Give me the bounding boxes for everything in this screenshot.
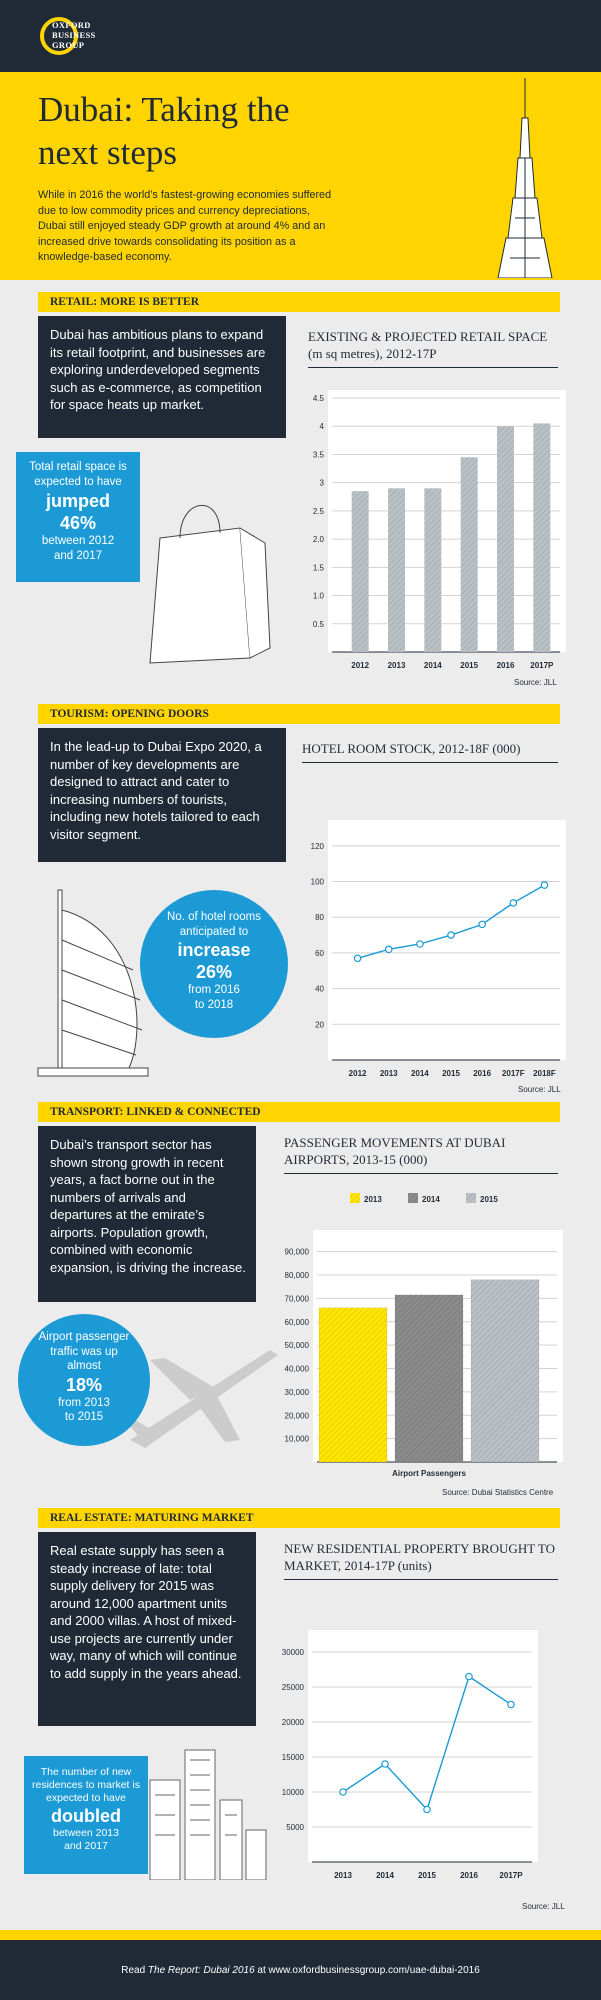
pass-y-tick-label: 20,000	[284, 1411, 309, 1421]
passenger-bar-chart	[272, 1190, 567, 1490]
section-heading-real-estate: REAL ESTATE: MATURING MARKET	[38, 1508, 560, 1528]
brand-line-3: GROUP	[52, 40, 85, 50]
hotel-line-chart	[292, 820, 567, 1080]
transport-text: Dubai’s transport sector has shown strong growth in recent years, a fact borne out in the numbers of arrivals and departures at the emirate’s airports. Population growth, combined with economic expansion, is driving the increase.	[38, 1126, 256, 1302]
res-y-tick-label: 30000	[281, 1648, 304, 1657]
hotel-point	[541, 882, 547, 888]
retail-y-tick-label: 1.5	[312, 563, 324, 573]
res-point	[382, 1761, 388, 1767]
footer-prefix: Read	[121, 1965, 148, 1976]
retail-source: Source: JLL	[514, 678, 557, 687]
retail-bar	[388, 488, 405, 652]
page-title	[38, 88, 418, 174]
transport-stat-post: from 2013 to 2015	[58, 1396, 110, 1423]
pass-legend-label: 2015	[480, 1195, 498, 1204]
retail-bar	[533, 423, 550, 652]
res-x-tick-label: 2013	[334, 1871, 352, 1880]
top-bar	[0, 0, 601, 72]
res-y-tick-label: 10000	[281, 1788, 304, 1797]
transport-stat-value: 18%	[65, 1374, 103, 1395]
retail-bar	[461, 457, 478, 652]
retail-stat-post: between 2012 and 2017	[41, 535, 115, 562]
retail-stat-box	[16, 452, 140, 582]
retail-bar	[497, 426, 514, 652]
brand-line-2: BUSINESS	[52, 30, 96, 40]
hotel-x-tick-label: 2013	[379, 1069, 398, 1078]
realestate-source: Source: JLL	[522, 1902, 565, 1911]
retail-y-tick-label: 4.5	[312, 394, 324, 403]
res-y-tick-label: 20000	[281, 1718, 304, 1727]
tourism-text: In the lead-up to Dubai Expo 2020, a number of key developments are designed to attract and cater to increasing numbers of tourists, including new hotels tailored to each visitor segment.	[38, 728, 286, 862]
hotel-x-tick-label: 2018F	[533, 1069, 556, 1078]
res-point	[508, 1701, 514, 1707]
retail-y-tick-label: 0.5	[312, 619, 324, 629]
res-x-tick-label: 2017P	[499, 1871, 523, 1880]
pass-legend-swatch	[350, 1193, 360, 1203]
pass-legend-swatch	[408, 1193, 418, 1203]
hotel-point	[510, 900, 516, 906]
retail-bar	[424, 488, 441, 652]
hotel-point	[479, 921, 485, 927]
hotel-point	[417, 941, 423, 947]
pass-legend-swatch	[466, 1193, 476, 1203]
res-point	[466, 1673, 472, 1679]
pass-y-tick-label: 50,000	[284, 1341, 309, 1351]
pass-bar	[395, 1295, 463, 1462]
hotel-x-tick-label: 2014	[410, 1069, 429, 1078]
retail-x-tick-label: 2016	[496, 661, 515, 670]
retail-stat-word: jumped	[45, 491, 110, 511]
hotel-x-tick-label: 2016	[473, 1069, 492, 1078]
pass-y-tick-label: 60,000	[284, 1317, 309, 1327]
pass-y-tick-label: 30,000	[284, 1387, 309, 1397]
hotel-y-tick-label: 20	[315, 1020, 324, 1030]
burj-khalifa-icon	[480, 78, 570, 278]
hotel-point	[354, 955, 360, 961]
hotel-x-tick-label: 2015	[442, 1069, 460, 1078]
res-y-tick-label: 25000	[281, 1683, 304, 1692]
tourism-stat-word: increase	[177, 940, 251, 960]
retail-y-tick-label: 3.5	[312, 450, 324, 460]
pass-y-tick-label: 10,000	[284, 1434, 309, 1444]
hotel-x-tick-label: 2017F	[501, 1069, 525, 1078]
realestate-stat-post: between 2013 and 2017	[53, 1827, 119, 1852]
section-heading-transport: TRANSPORT: LINKED & CONNECTED	[38, 1102, 560, 1122]
shopping-bag-icon	[140, 488, 280, 668]
pass-bar	[319, 1308, 387, 1462]
title-line-1: Dubai: Taking the	[38, 90, 290, 129]
hotel-y-tick-label: 80	[315, 913, 324, 923]
hotel-x-tick-label: 2012	[348, 1069, 367, 1078]
realestate-chart-title: NEW RESIDENTIAL PROPERTY BROUGHT TO MARKET, 2014-17P (units)	[284, 1540, 558, 1580]
residential-line-chart	[272, 1630, 567, 1885]
tourism-stat-post: from 2016 to 2018	[188, 984, 240, 1011]
realestate-stat-word: doubled	[51, 1806, 121, 1826]
hotel-point	[386, 946, 392, 952]
res-x-tick-label: 2015	[418, 1871, 436, 1880]
retail-stat-pre: Total retail space is expected to have	[29, 461, 127, 488]
pass-y-tick-label: 40,000	[284, 1364, 309, 1374]
retail-y-tick-label: 4	[319, 422, 324, 432]
tourism-stat-circle	[140, 890, 288, 1038]
res-y-tick-label: 15000	[281, 1753, 304, 1762]
hotel-y-tick-label: 40	[315, 984, 324, 994]
retail-x-tick-label: 2014	[423, 661, 442, 670]
tourism-stat-pre: No. of hotel rooms anticipated to	[167, 911, 261, 938]
pass-y-tick-label: 70,000	[284, 1294, 309, 1304]
hotel-y-tick-label: 60	[315, 948, 324, 958]
realestate-stat-pre: The number of new residences to market is expected to have	[32, 1766, 140, 1804]
footer-link[interactable]: at www.oxfordbusinessgroup.com/uae-dubai-2016	[254, 1965, 480, 1976]
buildings-icon	[140, 1740, 270, 1880]
section-heading-tourism: TOURISM: OPENING DOORS	[38, 704, 560, 724]
tourism-source: Source: JLL	[518, 1085, 561, 1094]
hotel-y-tick-label: 100	[310, 877, 324, 887]
pass-bar	[471, 1280, 539, 1462]
transport-stat-circle	[18, 1314, 150, 1446]
retail-y-tick-label: 2.5	[312, 506, 324, 516]
retail-x-tick-label: 2013	[387, 661, 406, 670]
realestate-stat-box	[24, 1756, 148, 1874]
res-point	[340, 1789, 346, 1795]
retail-bar-chart	[292, 390, 567, 685]
brand-line-1: OXFORD	[52, 20, 91, 30]
retail-y-tick-label: 1.0	[312, 591, 324, 601]
res-x-tick-label: 2016	[460, 1871, 478, 1880]
res-point	[424, 1806, 430, 1812]
retail-chart-title: EXISTING & PROJECTED RETAIL SPACE (m sq metres), 2012-17P	[308, 328, 558, 368]
retail-y-tick-label: 3	[319, 478, 324, 488]
transport-stat-pre: Airport passenger traffic was up almost	[38, 1331, 130, 1372]
footer-text	[0, 1965, 601, 1976]
pass-x-tick-label: Airport Passengers	[392, 1469, 466, 1478]
retail-x-tick-label: 2015	[460, 661, 479, 670]
retail-bar	[352, 491, 369, 652]
pass-legend-label: 2014	[422, 1195, 440, 1204]
retail-text: Dubai has ambitious plans to expand its retail footprint, and businesses are exploring underdeveloped segments such as e-commerce, as competition for space heats up market.	[38, 316, 286, 438]
tourism-stat-value: 26%	[195, 962, 233, 982]
res-y-tick-label: 5000	[286, 1823, 304, 1832]
hotel-point	[448, 932, 454, 938]
pass-legend-label: 2013	[364, 1195, 382, 1204]
hotel-y-tick-label: 120	[310, 841, 324, 851]
res-x-tick-label: 2014	[376, 1871, 394, 1880]
transport-chart-title: PASSENGER MOVEMENTS AT DUBAI AIRPORTS, 2013-15 (000)	[284, 1134, 558, 1174]
realestate-text: Real estate supply has seen a steady increase of late: total supply delivery for 2015 was around 12,000 apartment units and 2000 villas. A host of mixed-use projects are currently under way, many of which will continue to add supply in the years ahead.	[38, 1532, 256, 1726]
retail-y-tick-label: 2.0	[312, 535, 324, 545]
retail-x-tick-label: 2017P	[530, 661, 554, 670]
intro-text: While in 2016 the world’s fastest-growing economies suffered due to low commodity prices and currency depreciations, Dubai still enjoyed steady GDP growth at around 4% and an increased drive towards consolidating its position as a knowledge-based economy.	[38, 189, 332, 263]
title-line-2: next steps	[38, 133, 178, 172]
pass-y-tick-label: 90,000	[284, 1247, 309, 1257]
footer-report-title: The Report: Dubai 2016	[147, 1965, 255, 1976]
pass-y-tick-label: 80,000	[284, 1271, 309, 1281]
transport-source: Source: Dubai Statistics Centre	[442, 1488, 554, 1497]
retail-stat-value: 46%	[59, 513, 97, 533]
retail-x-tick-label: 2012	[351, 661, 370, 670]
section-heading-retail: RETAIL: MORE IS BETTER	[38, 292, 560, 312]
tourism-chart-title: HOTEL ROOM STOCK, 2012-18F (000)	[302, 740, 558, 763]
